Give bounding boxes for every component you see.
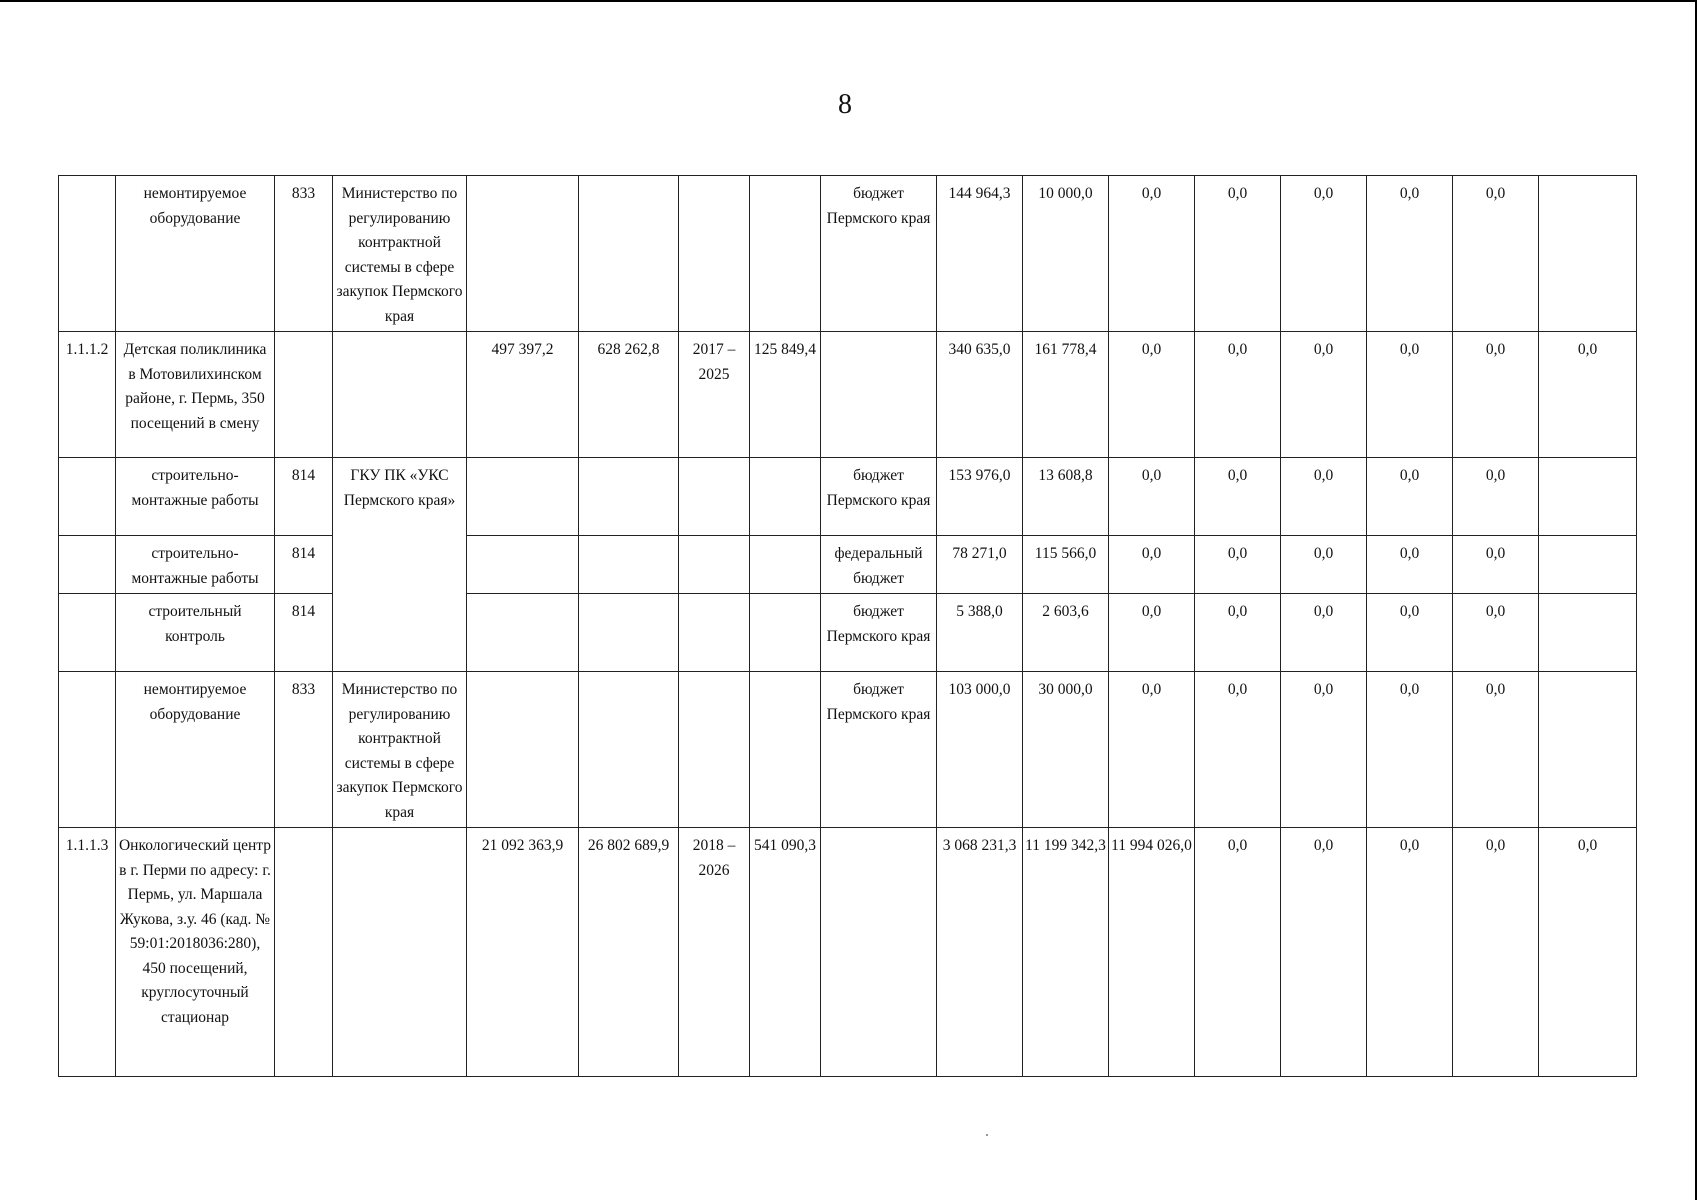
customer-cell: Министерство по регулированию контрактной системы в сфере закупок Пермского края — [333, 176, 467, 332]
funding-source-cell: бюджет Пермского края — [821, 594, 937, 672]
cost-forecast-cell — [579, 672, 679, 828]
value-cell: 0,0 — [1453, 594, 1539, 672]
value-cell: 0,0 — [1281, 594, 1367, 672]
value-cell: 0,0 — [1195, 458, 1281, 536]
scan-speck — [986, 1134, 988, 1136]
value-cell: 0,0 — [1453, 332, 1539, 458]
grbs-cell: 814 — [275, 536, 333, 594]
customer-cell — [333, 332, 467, 458]
value-cell: 78 271,0 — [937, 536, 1023, 594]
page-number: 8 — [838, 89, 852, 120]
grbs-cell: 814 — [275, 458, 333, 536]
value-cell: 0,0 — [1281, 536, 1367, 594]
cost-forecast-cell — [579, 458, 679, 536]
value-cell: 0,0 — [1109, 536, 1195, 594]
period-cell — [679, 594, 750, 672]
value-cell: 161 778,4 — [1023, 332, 1109, 458]
code-cell — [59, 594, 116, 672]
earlier-funding-cell — [750, 672, 821, 828]
grbs-cell: 833 — [275, 672, 333, 828]
value-cell: 0,0 — [1367, 332, 1453, 458]
code-cell: 1.1.1.3 — [59, 828, 116, 1077]
customer-cell: ГКУ ПК «УКС Пермского края» — [333, 458, 467, 672]
value-cell: 0,0 — [1109, 594, 1195, 672]
value-cell: 0,0 — [1367, 828, 1453, 1077]
grbs-cell: 814 — [275, 594, 333, 672]
earlier-funding-cell — [750, 594, 821, 672]
value-cell: 0,0 — [1453, 458, 1539, 536]
object-name-cell: немонтируемое оборудование — [116, 672, 275, 828]
value-cell: 0,0 — [1109, 332, 1195, 458]
cost-estimate-cell: 21 092 363,9 — [467, 828, 579, 1077]
value-cell: 144 964,3 — [937, 176, 1023, 332]
value-cell — [1539, 176, 1637, 332]
earlier-funding-cell — [750, 536, 821, 594]
value-cell: 0,0 — [1281, 672, 1367, 828]
value-cell: 153 976,0 — [937, 458, 1023, 536]
funding-source-cell: бюджет Пермского края — [821, 672, 937, 828]
code-cell — [59, 536, 116, 594]
period-cell — [679, 458, 750, 536]
funding-source-cell: федеральный бюджет — [821, 536, 937, 594]
customer-cell — [333, 828, 467, 1077]
scan-edge-top — [0, 0, 1697, 2]
value-cell: 0,0 — [1453, 176, 1539, 332]
customer-cell: Министерство по регулированию контрактной системы в сфере закупок Пермского края — [333, 672, 467, 828]
value-cell: 0,0 — [1109, 176, 1195, 332]
object-name-cell: строительно-монтажные работы — [116, 458, 275, 536]
earlier-funding-cell: 541 090,3 — [750, 828, 821, 1077]
value-cell: 11 199 342,3 — [1023, 828, 1109, 1077]
table-row — [59, 458, 1637, 536]
cost-forecast-cell — [579, 176, 679, 332]
value-cell: 0,0 — [1453, 672, 1539, 828]
code-cell: 1.1.1.2 — [59, 332, 116, 458]
cost-estimate-cell — [467, 536, 579, 594]
table-row — [59, 594, 1637, 672]
value-cell: 0,0 — [1195, 536, 1281, 594]
cost-forecast-cell: 26 802 689,9 — [579, 828, 679, 1077]
budget-table — [58, 175, 1637, 1077]
object-name-cell: Онкологический центр в г. Перми по адресу: г. Пермь, ул. Маршала Жукова, з.у. 46 (кад. № 59:01:2018036:280), 450 посещений, круглосуточный стационар — [116, 828, 275, 1077]
funding-source-cell — [821, 332, 937, 458]
value-cell — [1539, 536, 1637, 594]
funding-source-cell — [821, 828, 937, 1077]
value-cell: 5 388,0 — [937, 594, 1023, 672]
table-row — [59, 536, 1637, 594]
value-cell: 0,0 — [1367, 176, 1453, 332]
value-cell: 0,0 — [1367, 458, 1453, 536]
grbs-cell: 833 — [275, 176, 333, 332]
value-cell — [1539, 672, 1637, 828]
period-cell — [679, 672, 750, 828]
value-cell: 0,0 — [1281, 458, 1367, 536]
object-name-cell: строительно-монтажные работы — [116, 536, 275, 594]
value-cell — [1539, 594, 1637, 672]
value-cell: 0,0 — [1195, 828, 1281, 1077]
value-cell: 0,0 — [1367, 536, 1453, 594]
table-row — [59, 672, 1637, 828]
cost-estimate-cell — [467, 594, 579, 672]
value-cell: 13 608,8 — [1023, 458, 1109, 536]
value-cell: 115 566,0 — [1023, 536, 1109, 594]
value-cell: 103 000,0 — [937, 672, 1023, 828]
value-cell: 0,0 — [1453, 536, 1539, 594]
value-cell: 0,0 — [1539, 332, 1637, 458]
cost-forecast-cell — [579, 594, 679, 672]
code-cell — [59, 458, 116, 536]
cost-estimate-cell: 497 397,2 — [467, 332, 579, 458]
period-cell: 2017 – 2025 — [679, 332, 750, 458]
cost-estimate-cell — [467, 176, 579, 332]
period-cell — [679, 176, 750, 332]
value-cell — [1539, 458, 1637, 536]
value-cell: 0,0 — [1281, 828, 1367, 1077]
table-row — [59, 828, 1637, 1077]
cost-estimate-cell — [467, 672, 579, 828]
earlier-funding-cell: 125 849,4 — [750, 332, 821, 458]
object-name-cell: немонтируемое оборудование — [116, 176, 275, 332]
grbs-cell — [275, 828, 333, 1077]
code-cell — [59, 672, 116, 828]
value-cell: 0,0 — [1195, 672, 1281, 828]
value-cell: 0,0 — [1539, 828, 1637, 1077]
object-name-cell: строительный контроль — [116, 594, 275, 672]
value-cell: 30 000,0 — [1023, 672, 1109, 828]
earlier-funding-cell — [750, 176, 821, 332]
value-cell: 0,0 — [1195, 594, 1281, 672]
value-cell: 10 000,0 — [1023, 176, 1109, 332]
value-cell: 2 603,6 — [1023, 594, 1109, 672]
value-cell: 0,0 — [1195, 176, 1281, 332]
funding-source-cell: бюджет Пермского края — [821, 176, 937, 332]
value-cell: 0,0 — [1109, 458, 1195, 536]
table-row — [59, 176, 1637, 332]
value-cell: 0,0 — [1367, 672, 1453, 828]
period-cell: 2018 – 2026 — [679, 828, 750, 1077]
value-cell: 340 635,0 — [937, 332, 1023, 458]
object-name-cell: Детская поликлиника в Мотовилихинском районе, г. Пермь, 350 посещений в смену — [116, 332, 275, 458]
cost-forecast-cell: 628 262,8 — [579, 332, 679, 458]
value-cell: 3 068 231,3 — [937, 828, 1023, 1077]
earlier-funding-cell — [750, 458, 821, 536]
value-cell: 0,0 — [1109, 672, 1195, 828]
code-cell — [59, 176, 116, 332]
value-cell: 0,0 — [1367, 594, 1453, 672]
cost-estimate-cell — [467, 458, 579, 536]
period-cell — [679, 536, 750, 594]
grbs-cell — [275, 332, 333, 458]
value-cell: 0,0 — [1281, 176, 1367, 332]
value-cell: 0,0 — [1453, 828, 1539, 1077]
table-row — [59, 332, 1637, 458]
value-cell: 0,0 — [1195, 332, 1281, 458]
funding-source-cell: бюджет Пермского края — [821, 458, 937, 536]
cost-forecast-cell — [579, 536, 679, 594]
value-cell: 0,0 — [1281, 332, 1367, 458]
value-cell: 11 994 026,0 — [1109, 828, 1195, 1077]
